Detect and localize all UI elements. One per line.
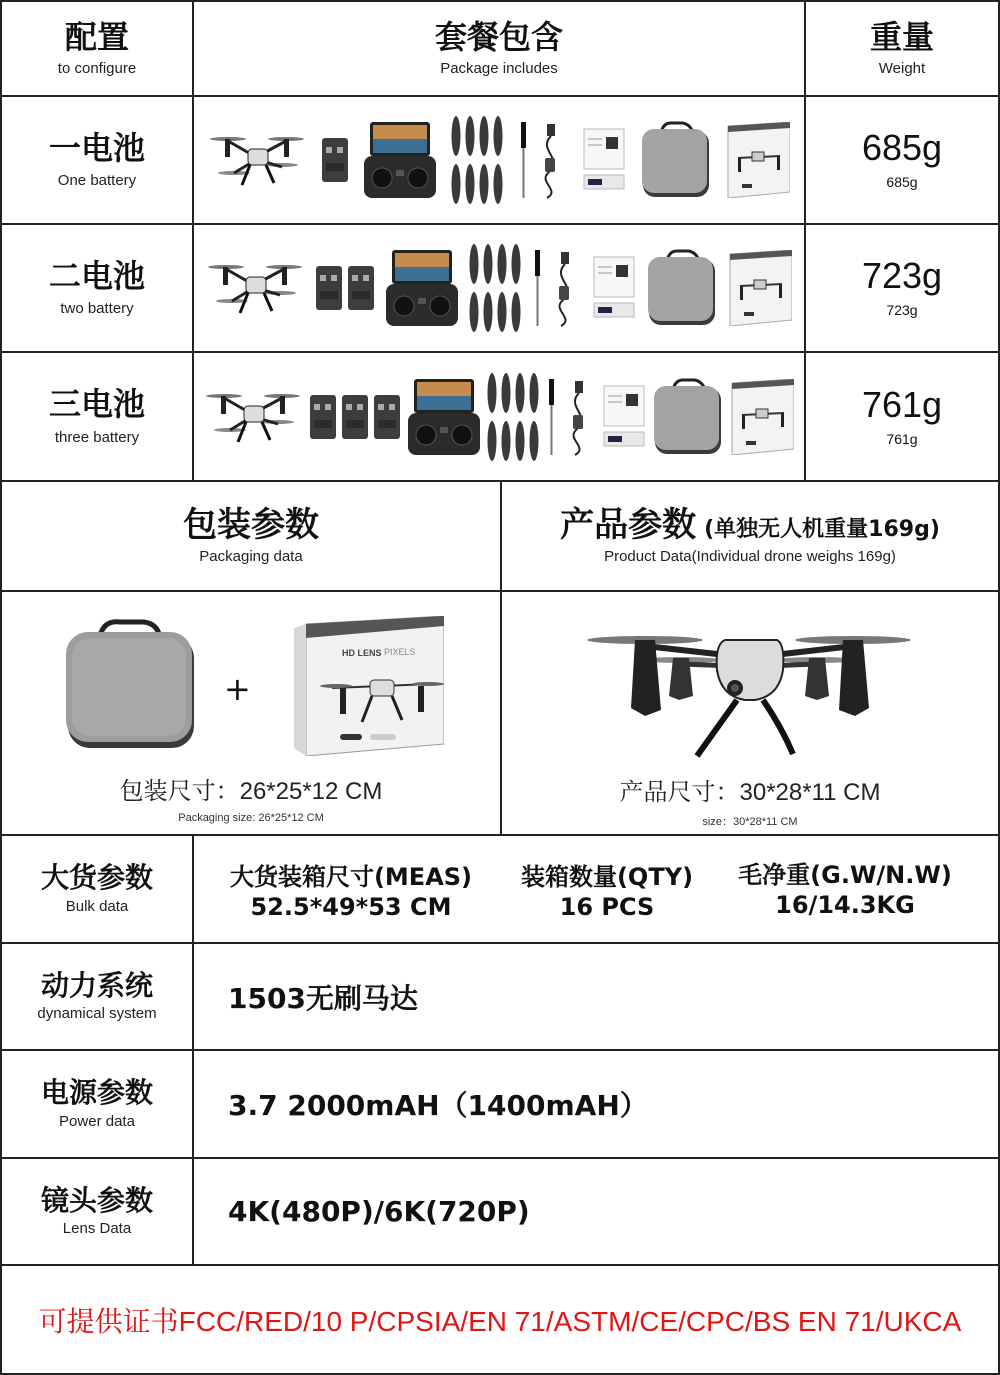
- product-title-note: (单独无人机重量169g): [704, 516, 940, 542]
- spec-label-zh: 动力系统: [40, 968, 153, 1002]
- carry-case-icon: [647, 249, 717, 327]
- package-row-label-zh: 三电池: [48, 385, 145, 424]
- package-row-weight: 685g: [861, 127, 943, 168]
- package-row-items-cell: [192, 351, 806, 482]
- product-size-en: size：30*28*11 CM: [702, 816, 798, 828]
- cable-screwdriver-icon: [545, 377, 597, 457]
- header-package-cell: [192, 0, 806, 97]
- battery-icon: [309, 394, 337, 440]
- battery-icon: [321, 137, 349, 183]
- packaging-visual: [2, 592, 500, 767]
- spec-label-zh: 镜头参数: [40, 1183, 153, 1217]
- bulk-label-cell: [0, 834, 194, 944]
- package-row-label-en: One battery: [57, 172, 137, 190]
- cable-screwdriver-icon: [531, 248, 583, 328]
- package-row-label-en: three battery: [54, 428, 140, 446]
- bulk-qty: [512, 862, 702, 922]
- bulk-gw-label: 毛净重(G.W/N.W): [738, 861, 952, 889]
- retail-box-icon: [724, 122, 790, 198]
- carry-case-icon: [641, 121, 711, 199]
- spec-value-cell: [192, 942, 1000, 1051]
- plus-sign: +: [224, 670, 251, 708]
- retail-box-icon: [726, 250, 792, 326]
- propellers-icon: [449, 114, 505, 206]
- retail-box-icon: [728, 379, 794, 455]
- battery-icon: [373, 394, 401, 440]
- battery-group: [307, 394, 403, 440]
- cable-screwdriver-icon: [517, 120, 569, 200]
- bulk-gw-value: 16/14.3KG: [775, 891, 915, 919]
- spec-label-cell: [0, 1049, 194, 1159]
- package-row-weight: 761g: [861, 383, 943, 425]
- controller-icon: [386, 250, 458, 326]
- packaging-title-zh: 包装参数: [183, 504, 319, 545]
- certification-cell: [0, 1264, 1000, 1375]
- package-row-items-cell: [192, 223, 806, 353]
- bulk-label-en: Bulk data: [65, 897, 129, 915]
- package-row-weight-cell: [804, 223, 1000, 353]
- drone-large-image: [585, 600, 915, 770]
- header-package-zh: 套餐包含: [434, 18, 563, 57]
- battery-group: [313, 265, 377, 311]
- controller-icon: [364, 122, 436, 198]
- manual-icon: [602, 384, 648, 450]
- propellers-icon: [485, 371, 541, 463]
- spec-value: 3.7 2000mAH（1400mAH）: [228, 1089, 648, 1122]
- spec-label-zh: 电源参数: [40, 1076, 153, 1110]
- box-brand2-text: PIXELS: [384, 647, 416, 657]
- packaging-header-cell: [0, 480, 502, 592]
- spec-value-cell: [192, 1157, 1000, 1266]
- carry-case-icon: [653, 378, 723, 456]
- battery-group: [319, 137, 351, 183]
- manual-icon: [582, 127, 628, 193]
- bulk-qty-value: 16 PCS: [559, 893, 655, 921]
- package-row-label-cell: [0, 223, 194, 353]
- battery-icon: [347, 265, 375, 311]
- bulk-meas: [226, 862, 476, 922]
- product-title-line: [560, 504, 940, 545]
- bulk-gw: [734, 860, 956, 920]
- package-row-weight-cell: [804, 95, 1000, 225]
- package-row-weight-sub: 685g: [886, 174, 918, 190]
- package-row-label-cell: [0, 95, 194, 225]
- header-weight-zh: 重量: [869, 18, 934, 57]
- spec-label-cell: [0, 1157, 194, 1266]
- spec-value: 1503无刷马达: [228, 981, 418, 1015]
- packaging-size-en: Packaging size: 26*25*12 CM: [178, 812, 324, 824]
- bulk-qty-label: 装箱数量(QTY): [520, 863, 694, 891]
- bulk-meas-value: 52.5*49*53 CM: [250, 893, 452, 921]
- product-title-en: Product Data(Individual drone weighs 169g): [604, 548, 896, 566]
- drone-icon: [204, 382, 302, 452]
- header-config-en: to configure: [57, 59, 137, 77]
- package-row-weight: 723g: [861, 255, 943, 296]
- packaging-size: 包装尺寸：26*25*12 CM: [119, 778, 383, 805]
- bulk-label-zh: 大货参数: [40, 861, 153, 895]
- package-row-label-zh: 一电池: [48, 128, 145, 167]
- drone-icon: [206, 253, 304, 323]
- spec-value-cell: [192, 1049, 1000, 1159]
- product-title-zh: 产品参数: [560, 504, 697, 545]
- header-config-zh: 配置: [64, 18, 129, 57]
- retail-box-image: [294, 616, 444, 756]
- battery-icon: [341, 394, 369, 440]
- spec-label-en: Lens Data: [62, 1220, 132, 1238]
- header-package-en: Package includes: [440, 59, 558, 77]
- spec-label-cell: [0, 942, 194, 1051]
- product-header-cell: [500, 480, 1000, 592]
- battery-icon: [315, 265, 343, 311]
- package-row-weight-cell: [804, 351, 1000, 482]
- bulk-meas-label: 大货装箱尺寸(MEAS): [229, 863, 473, 891]
- bulk-values-cell: [192, 834, 1000, 944]
- package-row-weight-sub: 723g: [886, 302, 918, 318]
- package-row-weight-sub: 761g: [886, 430, 918, 447]
- controller-icon: [408, 379, 480, 455]
- header-weight-cell: [804, 0, 1000, 97]
- package-row-label-en: two battery: [60, 300, 134, 318]
- product-size: 产品尺寸：30*28*11 CM: [619, 779, 881, 806]
- certification-text: 可提供证书FCC/RED/10 P/CPSIA/EN 71/ASTM/CE/CPC/BS EN 71/UKCA: [38, 1305, 962, 1337]
- propellers-icon: [467, 242, 523, 334]
- spec-label-en: dynamical system: [37, 1005, 157, 1023]
- spec-label-en: Power data: [59, 1112, 135, 1130]
- package-row-label-cell: [0, 351, 194, 482]
- box-brand-text: HD LENS: [342, 648, 382, 658]
- carry-case-image: [60, 618, 200, 754]
- drone-icon: [208, 125, 306, 195]
- manual-icon: [592, 255, 638, 321]
- package-row-items-cell: [192, 95, 806, 225]
- packaging-title-en: Packaging data: [199, 548, 303, 566]
- product-image-cell: [500, 590, 1000, 836]
- package-row-label-zh: 二电池: [48, 256, 145, 295]
- header-config-cell: [0, 0, 194, 97]
- packaging-image-cell: [0, 590, 502, 836]
- spec-value: 4K(480P)/6K(720P): [228, 1195, 530, 1228]
- header-weight-en: Weight: [878, 59, 926, 77]
